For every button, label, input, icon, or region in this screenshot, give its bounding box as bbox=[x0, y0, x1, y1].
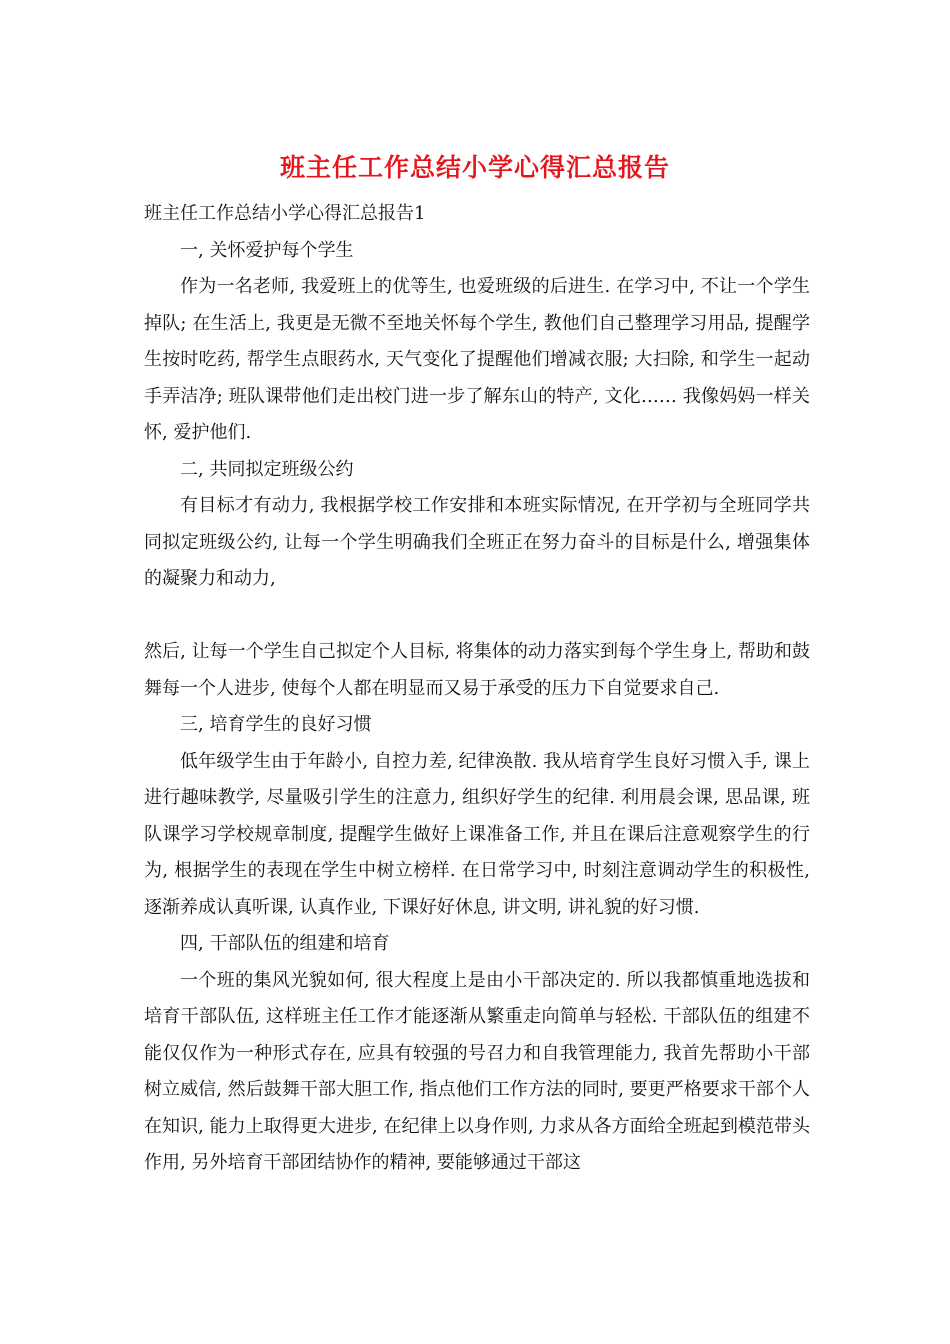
paragraph-1: 作为一名老师, 我爱班上的优等生, 也爱班级的后进生. 在学习中, 不让一个学生掉队; 在生活上, 我更是无微不至地关怀每个学生, 教他们自己整理学习用品, 提醒学生按时吃药, 帮学生点眼药水, 天气变化了提醒他们增减衣服; 大扫除, 和学生一起动手弄洁净; 班队课带他们走出校门进一步了解东山的特产, 文化…… 我像妈妈一样关怀, 爱护他们. bbox=[144, 276, 810, 443]
paragraph-4: 低年级学生由于年龄小, 自控力差, 纪律涣散. 我从培育学生良好习惯入手, 课上进行趣味教学, 尽量吸引学生的注意力, 组织好学生的纪律. 利用晨会课, 思品课, 班队课学习学校规章制度, 提醒学生做好上课准备工作, 并且在课后注意观察学生的行为, 根据学生的表现在学生中树立榜样. 在日常学习中, 时刻注意调动学生的积极性, 逐渐养成认真听课, 认真作业, 下课好好休息, 讲文明, 讲礼貌的好习惯. bbox=[144, 750, 810, 918]
document-title: 班主任工作总结小学心得汇总报告 bbox=[279, 153, 670, 182]
section-heading-2: 二, 共同拟定班级公约 bbox=[180, 458, 354, 480]
paragraph-3: 然后, 让每一个学生自己拟定个人目标, 将集体的动力落实到每个学生身上, 帮助和鼓舞每一个人进步, 使每个人都在明显而又易于承受的压力下自觉要求自己. bbox=[144, 641, 810, 699]
paragraph-gap bbox=[144, 598, 810, 635]
document-subtitle: 班主任工作总结小学心得汇总报告1 bbox=[144, 203, 426, 224]
section-heading-1: 一, 关怀爱护每个学生 bbox=[180, 239, 354, 261]
paragraph-5: 一个班的集风光貌如何, 很大程度上是由小干部决定的. 所以我都慎重地选拔和培育干部队伍, 这样班主任工作才能逐渐从繁重走向简单与轻松. 干部队伍的组建不能仅仅作为一种形式存在, 应具有较强的号召力和自我管理能力, 我首先帮助小干部树立威信, 然后鼓舞干部大胆工作, 指点他们工作方法的同时, 要更严格要求干部个人在知识, 能力上取得更大进步, 在纪律上以身作则, 力求从各方面给全班起到模范带头作用, 另外培育干部团结协作的精神, 要能够通过干部这 bbox=[144, 969, 810, 1173]
section-heading-3: 三, 培育学生的良好习惯 bbox=[180, 714, 372, 735]
section-heading-4: 四, 干部队伍的组建和培育 bbox=[180, 933, 390, 954]
document-body bbox=[144, 196, 810, 1182]
paragraph-2: 有目标才有动力, 我根据学校工作安排和本班实际情况, 在开学初与全班同学共同拟定班级公约, 让每一个学生明确我们全班正在努力奋斗的目标是什么, 增强集体的凝聚力和动力, bbox=[144, 495, 810, 589]
